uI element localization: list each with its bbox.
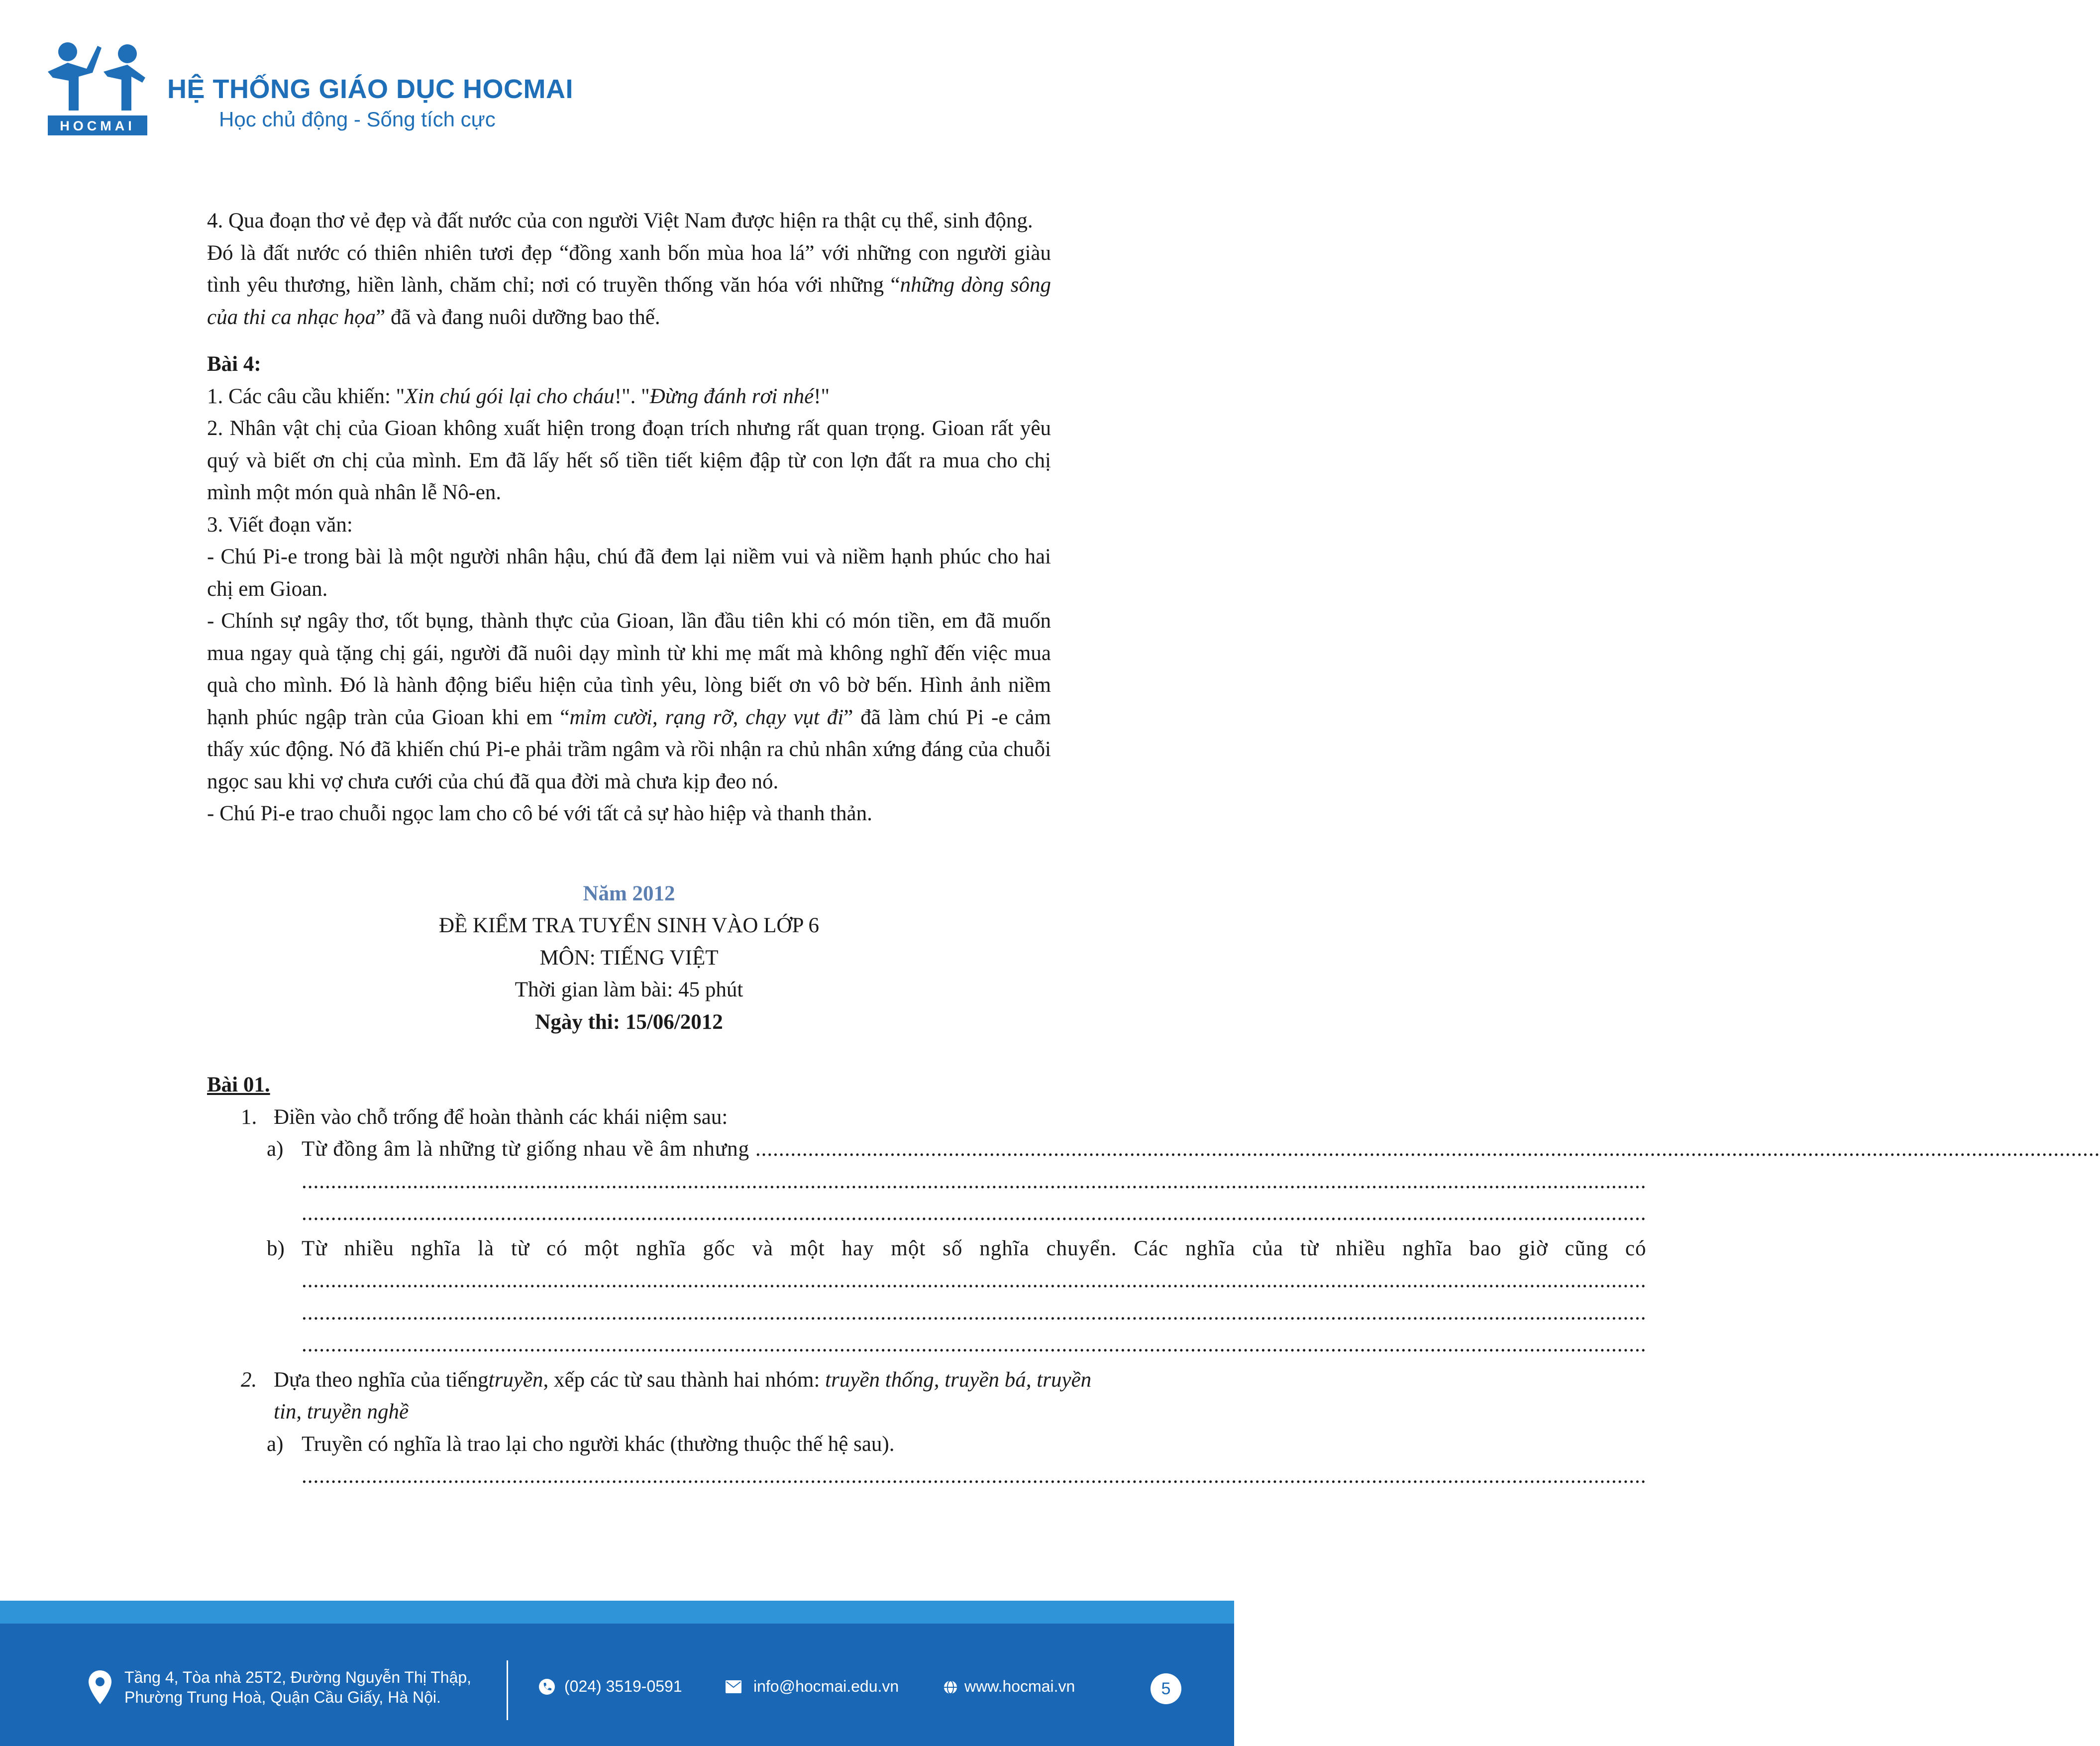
answer4-italic-quote: những dòng sông của thi ca nhạc họa [207, 273, 1051, 329]
footer [0, 1624, 1234, 1746]
bai01-q2-a [207, 1428, 1647, 1493]
answer4-text-b: ” đã và đang nuôi dưỡng bao thế. [376, 305, 660, 329]
q2-number: 2. [241, 1368, 257, 1392]
phone-number[interactable]: (024) 3519-0591 [564, 1677, 682, 1695]
q1b-answer-line-3: ...................................................................................................................................................................................................................................... [302, 1333, 1647, 1356]
bai4-q1-text-b: !". " [614, 384, 650, 408]
document-body [207, 205, 2100, 1493]
q1-number: 1. [241, 1105, 257, 1129]
bai01-q1 [207, 1101, 1051, 1134]
page-number: 5 [1151, 1673, 1181, 1704]
dots: ...................................................................................................................................................................................................................................... [302, 1269, 1647, 1292]
bai4-q3: 3. Viết đoạn văn: [207, 513, 353, 537]
bai4-bullet-2-text-a: - Chính sự ngây thơ, tốt bụng, thành thực của Gioan, lần đầu tiên khi có món tiền, em đã muốn mua ngay quà tặng chị gái, người đã nuôi dạy mình từ khi mẹ mất mà không nghĩ đến việc mua quà cho mình. Đó là hành động biểu hiện của tình yêu, lòng biết ơn vô bờ bến. Hình ảnh niềm hạnh phúc ngập tràn của Gioan khi em “ [207, 609, 1051, 729]
answer4-line1: 4. Qua đoạn thơ vẻ đẹp và đất nước của con người Việt Nam được hiện ra thật cụ thể, sinh động. [207, 209, 1033, 232]
q1b-answer-line-2: ...................................................................................................................................................................................................................................... [302, 1301, 1647, 1324]
q2-text-a: Dựa theo nghĩa của tiếng [274, 1368, 489, 1392]
globe-icon [944, 1680, 957, 1694]
footer-divider [507, 1660, 508, 1720]
q1a-answer-line-3: ...................................................................................................................................................................................................................................... [302, 1201, 1647, 1225]
bai4-bullet-2-text-b: ” đã làm chú Pi -e cảm thấy xúc động. Nó đã khiến chú Pi-e phải trầm ngâm và rồi nhận ra chủ nhân xứng đáng của chuỗi ngọc sau khi vợ chưa cưới của chú đã qua đời mà chưa kịp đeo nó. [207, 705, 1051, 793]
exam-duration: Thời gian làm bài: 45 phút [515, 978, 743, 1001]
exam-year: Năm 2012 [583, 881, 675, 905]
bai4-q1-text-a: 1. Các câu cầu khiến: " [207, 384, 405, 408]
bai4-bullet-3: - Chú Pi-e trao chuỗi ngọc lam cho cô bé với tất cả sự hào hiệp và thanh thản. [207, 802, 872, 825]
dots: ...................................................................................................................................................................................................................................... [755, 1137, 2100, 1161]
q1a-answer-line-2: ...................................................................................................................................................................................................................................... [302, 1169, 1647, 1193]
bai4-bullet-2 [207, 605, 1051, 798]
q2-italic-word: truyền [488, 1368, 543, 1392]
bai01-heading: Bài 01. [207, 1073, 270, 1096]
bai01-q2 [207, 1364, 1117, 1428]
bai4-heading: Bài 4: [207, 352, 261, 376]
q2a-text: Truyền có nghĩa là trao lại cho người khác (thường thuộc thế hệ sau). [302, 1432, 895, 1456]
q2-italic-words: truyền thống, truyền bá, truyền tin, truyền nghề [274, 1368, 1092, 1423]
exam-title: ĐỀ KIỂM TRA TUYỂN SINH VÀO LỚP 6 [438, 914, 820, 937]
bai01-q1-b [207, 1233, 1647, 1361]
q1a-text: Từ đồng âm là những từ giống nhau về âm nhưng [302, 1137, 755, 1161]
bai4-q2: 2. Nhân vật chị của Gioan không xuất hiện trong đoạn trích nhưng rất quan trọng. Gioan rất yêu quý và biết ơn chị của mình. Em đã lấy hết số tiền tiết kiệm đập từ con lợn đất ra mua cho chị mình một món quà nhân lễ Nô-en. [207, 417, 1051, 504]
q1b-label: b) [267, 1236, 285, 1260]
exam-date: Ngày thi: 15/06/2012 [535, 1010, 723, 1034]
q2-text-b: , xếp các từ sau thành hai nhóm: [543, 1368, 826, 1392]
q2a-label: a) [267, 1432, 284, 1456]
q1-text: Điền vào chỗ trống để hoàn thành các khái niệm sau: [274, 1105, 728, 1129]
bai4-q1 [207, 381, 1051, 413]
email-icon [726, 1680, 741, 1693]
hocmai-logo [48, 41, 147, 135]
answer4-paragraph2 [207, 237, 1051, 334]
email-address[interactable]: info@hocmai.edu.vn [753, 1677, 899, 1695]
q2a-answer-line-1: ...................................................................................................................................................................................................................................... [302, 1464, 1647, 1488]
bai4-q1-text-c: !" [814, 384, 830, 408]
phone-icon [538, 1678, 555, 1695]
answer4-text-a: Đó là đất nước có thiên nhiên tươi đẹp “đồng xanh bốn mùa hoa lá” với những con người giàu tình yêu thương, hiền lành, chăm chỉ; nơi có truyền thống văn hóa với những “ [207, 241, 1051, 297]
q1b-answer-line-1 [302, 1233, 1647, 1297]
bai01-q1-a [207, 1133, 2100, 1230]
location-pin-icon [89, 1670, 111, 1704]
bai4-q1-italic-1: Xin chú gói lại cho cháu [405, 384, 615, 408]
brand-title: HỆ THỐNG GIÁO DỤC HOCMAI [167, 74, 573, 104]
website-link[interactable]: www.hocmai.vn [964, 1677, 1075, 1695]
q1b-text: Từ nhiều nghĩa là từ có một nghĩa gốc và một hay một số nghĩa chuyển. Các nghĩa của từ nhiều nghĩa bao giờ cũng có [302, 1236, 1647, 1260]
q1a-answer-line-1 [302, 1133, 2100, 1166]
bai4-bullet-2-italic: mỉm cười, rạng rỡ, chạy vụt đi [569, 705, 844, 729]
footer-strip [0, 1601, 1234, 1624]
logo-text: HOCMAI [60, 118, 135, 133]
exam-subject: MÔN: TIẾNG VIỆT [539, 946, 719, 970]
address-line-2: Phường Trung Hoà, Quận Cầu Giấy, Hà Nội. [124, 1688, 441, 1706]
address-line-1: Tầng 4, Tòa nhà 25T2, Đường Nguyễn Thị Thập, [124, 1668, 472, 1686]
q2-text [274, 1364, 1117, 1428]
bai4-bullet-1: - Chú Pi-e trong bài là một người nhân hậu, chú đã đem lại niềm vui và niềm hạnh phúc cho hai chị em Gioan. [207, 545, 1051, 601]
q1a-label: a) [267, 1137, 284, 1161]
brand-slogan: Học chủ động - Sống tích cực [219, 108, 496, 131]
bai4-q1-italic-2: Đừng đánh rơi nhé [649, 384, 814, 408]
